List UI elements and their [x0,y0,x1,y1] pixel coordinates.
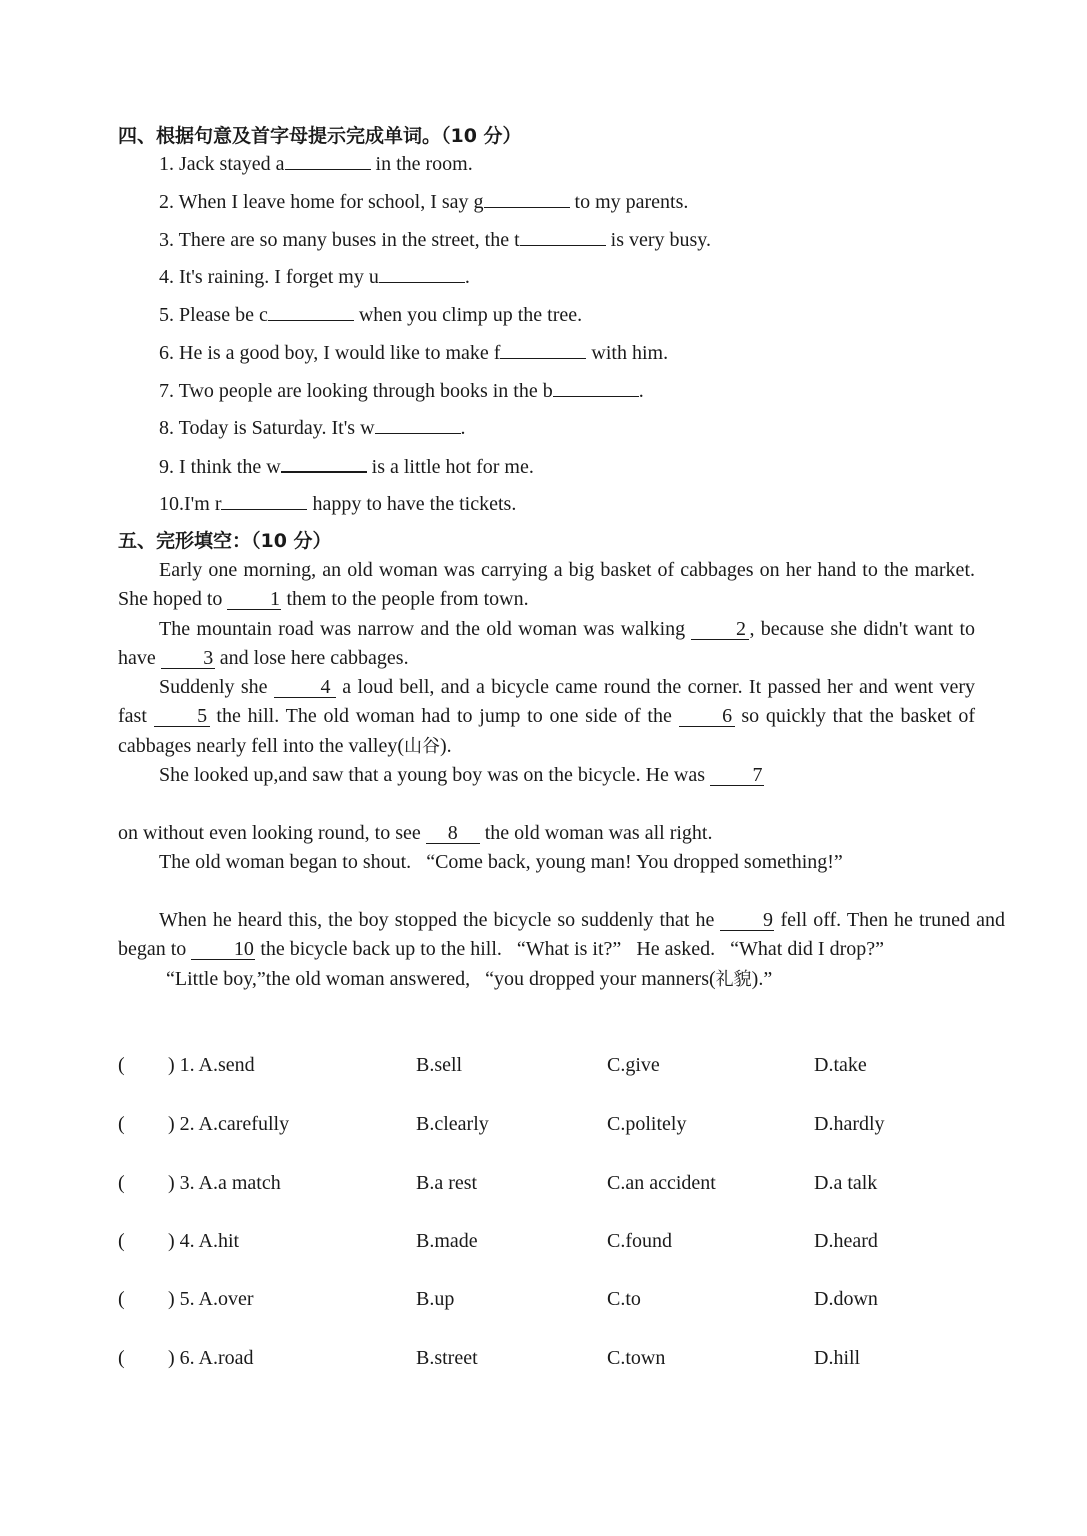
option-a[interactable]: ) 4. A.hit [168,1230,240,1252]
cloze-blank-6[interactable]: 6 [679,706,735,727]
answer-paren[interactable]: ( [118,1288,125,1310]
option-c[interactable]: C.to [607,1288,641,1310]
answer-blank[interactable] [221,491,307,510]
section4-heading: 四、根据句意及首字母提示完成单词。（10 分） [118,125,522,147]
fill-item-8: 8. Today is Saturday. It's w . [159,417,466,439]
cloze-blank-3[interactable]: 3 [161,648,215,669]
option-c[interactable]: C.town [607,1347,666,1369]
answer-paren[interactable]: ( [118,1113,125,1135]
answer-blank[interactable] [281,453,367,473]
cloze-blank-8[interactable]: 8 [426,823,480,844]
cloze-passage-part2 [118,819,975,878]
fill-item-7: 7. Two people are looking through books in the b . [159,380,644,402]
cloze-blank-10[interactable]: 10 [191,939,255,960]
cloze-passage-part3 [118,906,1005,994]
cloze-paragraph-2: The mountain road was narrow and the old woman was walking 2 , because she didn't want to have 3 and lose here cabbages. [118,617,976,669]
option-d[interactable]: D.hill [814,1347,861,1369]
cloze-paragraph-3: Suddenly she 4 a loud bell, and a bicycle came round the corner. It passed her and went very fast 5 the hill. The old woman had to jump to one side of the 6 so quickly that the basket of cabbages nearly fell into the valley(山谷). [118,676,976,757]
cloze-paragraph-5: on without even looking round, to see 8 the old woman was all right. [118,822,713,844]
fill-item-4: 4. It's raining. I forget my u . [159,266,470,288]
option-c[interactable]: C.an accident [607,1172,716,1194]
fill-item-2: 2. When I leave home for school, I say g to my parents. [159,191,689,213]
option-a[interactable]: ) 3. A.a match [168,1172,281,1194]
answer-blank[interactable] [379,264,465,283]
option-c[interactable]: C.politely [607,1113,687,1135]
option-b[interactable]: B.made [416,1230,478,1252]
option-b[interactable]: B.clearly [416,1113,489,1135]
cloze-blank-5[interactable]: 5 [154,706,210,727]
answer-blank[interactable] [375,415,461,434]
option-b[interactable]: B.a rest [416,1172,478,1194]
fill-item-10: 10.I'm r happy to have the tickets. [159,493,517,515]
answer-paren[interactable]: ( [118,1230,125,1252]
fill-item-9: 9. I think the w is a little hot for me. [159,453,534,479]
option-b[interactable]: B.up [416,1288,455,1310]
option-c[interactable]: C.give [607,1054,660,1076]
option-a[interactable]: ) 5. A.over [168,1288,254,1310]
option-d[interactable]: D.hardly [814,1113,885,1135]
fill-item-6: 6. He is a good boy, I would like to make f with him. [159,342,669,364]
fill-item-3: 3. There are so many buses in the street, the t is very busy. [159,229,712,251]
section5-heading: 五、完形填空：（10 分） [118,530,332,552]
fill-item-1: 1. Jack stayed a in the room. [159,153,473,175]
cloze-paragraph-6: The old woman began to shout. “Come back, young man! You dropped something!” [159,851,843,874]
cloze-paragraph-4: She looked up,and saw that a young boy was on the bicycle. He was 7 [159,764,763,787]
option-c[interactable]: C.found [607,1230,672,1252]
answer-blank[interactable] [520,227,606,246]
cloze-blank-2[interactable]: 2 [691,619,749,640]
cloze-paragraph-8: “Little boy,”the old woman answered, “you dropped your manners(礼貌).” [166,967,773,990]
option-b[interactable]: B.street [416,1347,478,1369]
cloze-blank-9[interactable]: 9 [720,910,774,931]
option-d[interactable]: D.heard [814,1230,878,1252]
option-b[interactable]: B.sell [416,1054,463,1076]
answer-blank[interactable] [484,189,570,208]
answer-blank[interactable] [268,302,354,321]
cloze-paragraph-7: When he heard this, the boy stopped the bicycle so suddenly that he 9 fell off. Then he truned and began to 10 the bicycle back up to the hill. “What is it?” He asked. “What did I drop?” [118,909,1005,961]
answer-blank[interactable] [285,151,371,170]
option-a[interactable]: ) 6. A.road [168,1347,254,1369]
answer-paren[interactable]: ( [118,1172,125,1194]
cloze-blank-4[interactable]: 4 [274,677,336,698]
cloze-blank-7[interactable]: 7 [710,765,764,786]
answer-blank[interactable] [553,378,639,397]
cloze-passage-part1 [118,556,975,790]
answer-paren[interactable]: ( [118,1054,125,1076]
option-d[interactable]: D.a talk [814,1172,878,1194]
option-d[interactable]: D.take [814,1054,867,1076]
cloze-paragraph-1: Early one morning, an old woman was carrying a big basket of cabbages on her hand to the market. She hoped to 1 them to the people from town. [118,559,975,611]
option-d[interactable]: D.down [814,1288,878,1310]
fill-item-5: 5. Please be c when you climp up the tree. [159,304,583,326]
answer-blank[interactable] [500,340,586,359]
answer-paren[interactable]: ( [118,1347,125,1369]
option-a[interactable]: ) 2. A.carefully [168,1113,290,1135]
option-a[interactable]: ) 1. A.send [168,1054,255,1076]
cloze-blank-1[interactable]: 1 [227,589,281,610]
